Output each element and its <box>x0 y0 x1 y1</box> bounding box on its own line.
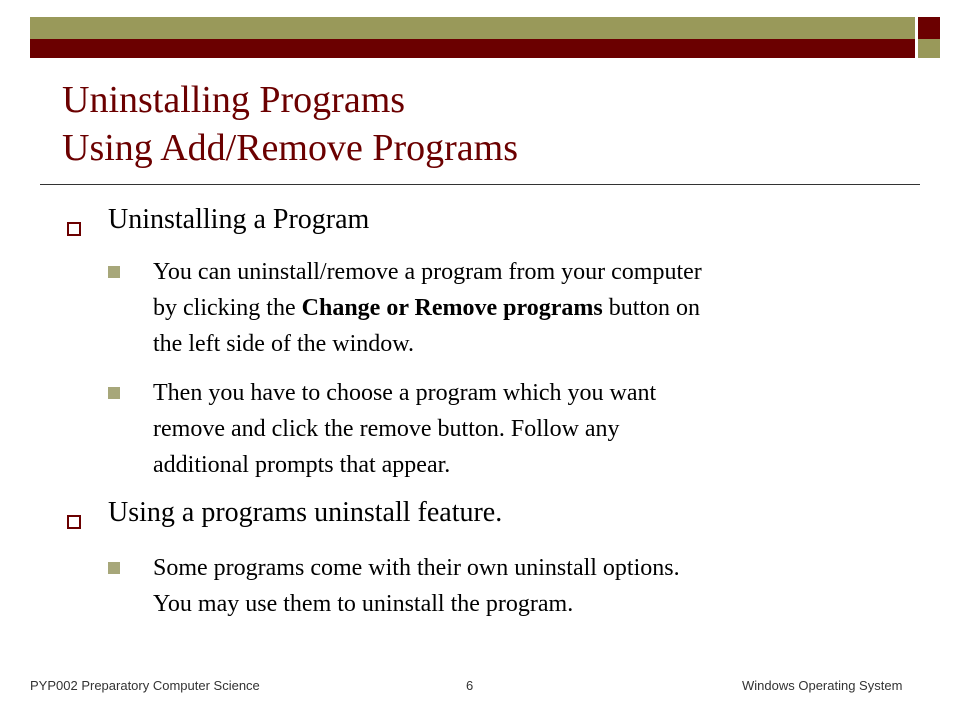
footer-topic: Windows Operating System <box>742 678 903 693</box>
square-bullet-icon <box>108 562 120 574</box>
header-bar-olive <box>30 17 915 39</box>
bullet-line: the left side of the window. <box>153 331 415 357</box>
section-heading-uninstall-feature: Using a programs uninstall feature. <box>108 497 503 528</box>
hollow-square-bullet-icon <box>67 222 81 236</box>
slide-title-line-1: Uninstalling Programs <box>62 79 406 121</box>
bullet-change-remove <box>153 254 893 362</box>
header-square-olive <box>918 39 940 58</box>
bullet-line: remove and click the remove button. Follow any <box>153 416 620 442</box>
slide-title-line-2: Using Add/Remove Programs <box>62 127 518 169</box>
bullet-choose-program <box>153 375 893 483</box>
hollow-square-bullet-icon <box>67 515 81 529</box>
bullet-line: You may use them to uninstall the program. <box>153 591 574 617</box>
bullet-line: You can uninstall/remove a program from your computer <box>153 259 702 285</box>
footer-course: PYP002 Preparatory Computer Science <box>30 678 260 693</box>
bold-term-change-remove: Change or Remove programs <box>301 295 603 321</box>
header-square-maroon <box>918 17 940 39</box>
square-bullet-icon <box>108 266 120 278</box>
bullet-line: additional prompts that appear. <box>153 452 451 478</box>
bullet-text: button on <box>602 295 701 321</box>
section-heading-uninstalling: Uninstalling a Program <box>108 204 370 235</box>
bullet-text: by clicking the <box>153 295 302 321</box>
title-divider <box>40 184 920 185</box>
bullet-line: Some programs come with their own uninstall options. <box>153 555 680 581</box>
bullet-own-uninstall <box>153 550 893 622</box>
bullet-line <box>153 290 893 326</box>
square-bullet-icon <box>108 387 120 399</box>
footer-page-number: 6 <box>466 678 474 693</box>
slide-title <box>62 76 922 172</box>
bullet-line: Then you have to choose a program which you want <box>153 380 657 406</box>
header-bar-maroon <box>30 39 915 58</box>
